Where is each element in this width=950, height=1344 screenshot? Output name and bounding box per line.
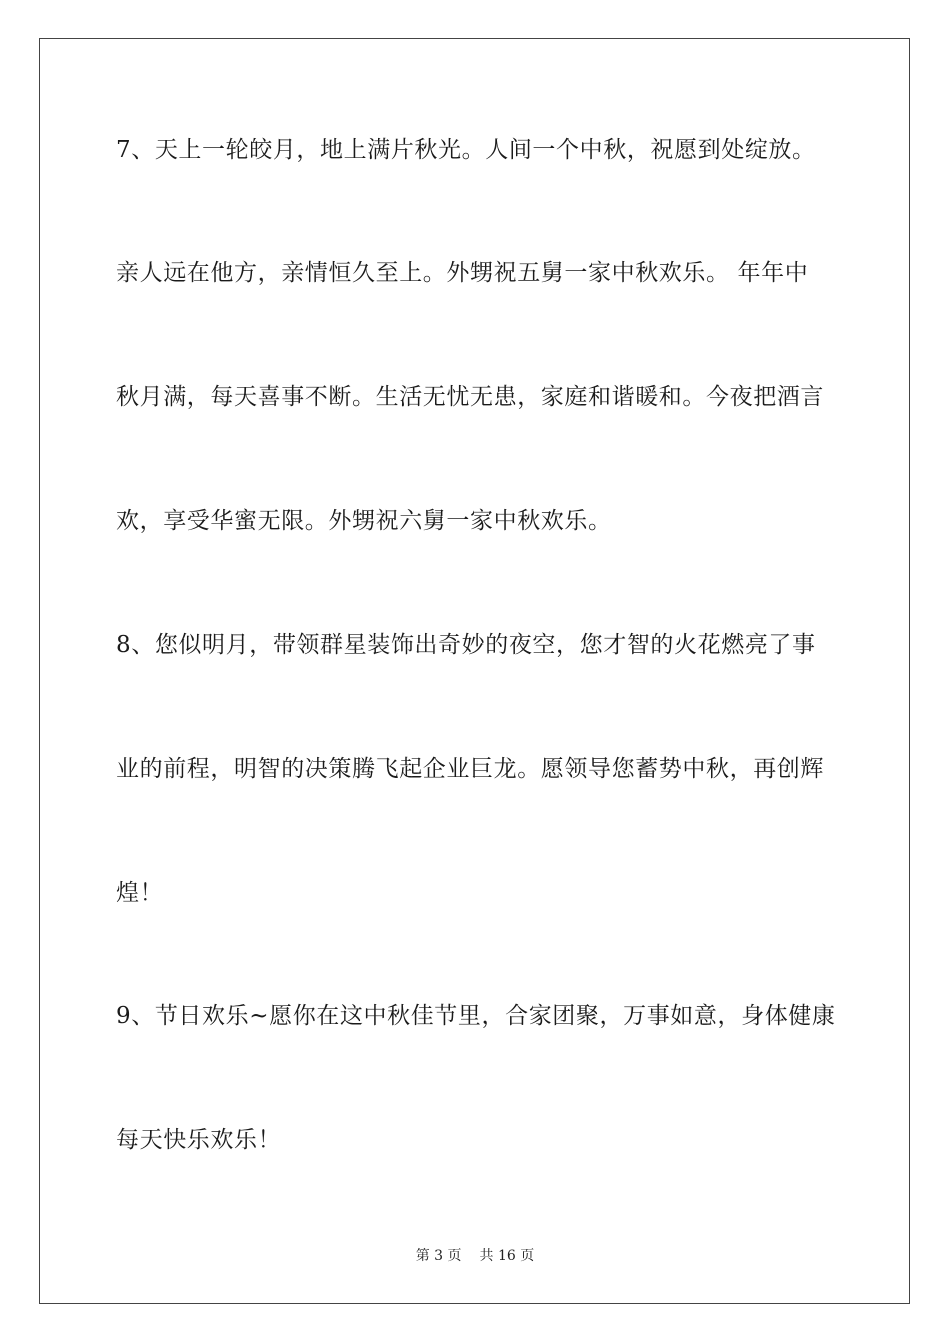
text-line: 9、节日欢乐~愿你在这中秋佳节里，合家团聚，万事如意，身体健康 [116,1003,836,1029]
text-line: 每天快乐欢乐！ [116,1127,282,1153]
text-line: 7、天上一轮皎月，地上满片秋光。人间一个中秋，祝愿到处绽放。 [116,137,816,163]
text-line: 8、您似明月，带领群星装饰出奇妙的夜空，您才智的火花燃亮了事 [116,632,816,658]
text-line: 煌！ [116,880,164,906]
text-line: 亲人远在他方，亲情恒久至上。外甥祝五舅一家中秋欢乐。 年年中 [116,260,809,286]
text-line: 秋月满，每天喜事不断。生活无忧无患，家庭和谐暖和。今夜把酒言 [116,384,824,410]
total-pages: 共 16 页 [479,1248,535,1264]
page-frame [39,38,910,1304]
page-number: 第 3 页 [415,1248,462,1264]
text-line: 业的前程，明智的决策腾飞起企业巨龙。愿领导您蓄势中秋，再创辉 [116,756,824,782]
page-footer [0,1246,950,1266]
text-line: 欢，享受华蜜无限。外甥祝六舅一家中秋欢乐。 [116,508,612,534]
